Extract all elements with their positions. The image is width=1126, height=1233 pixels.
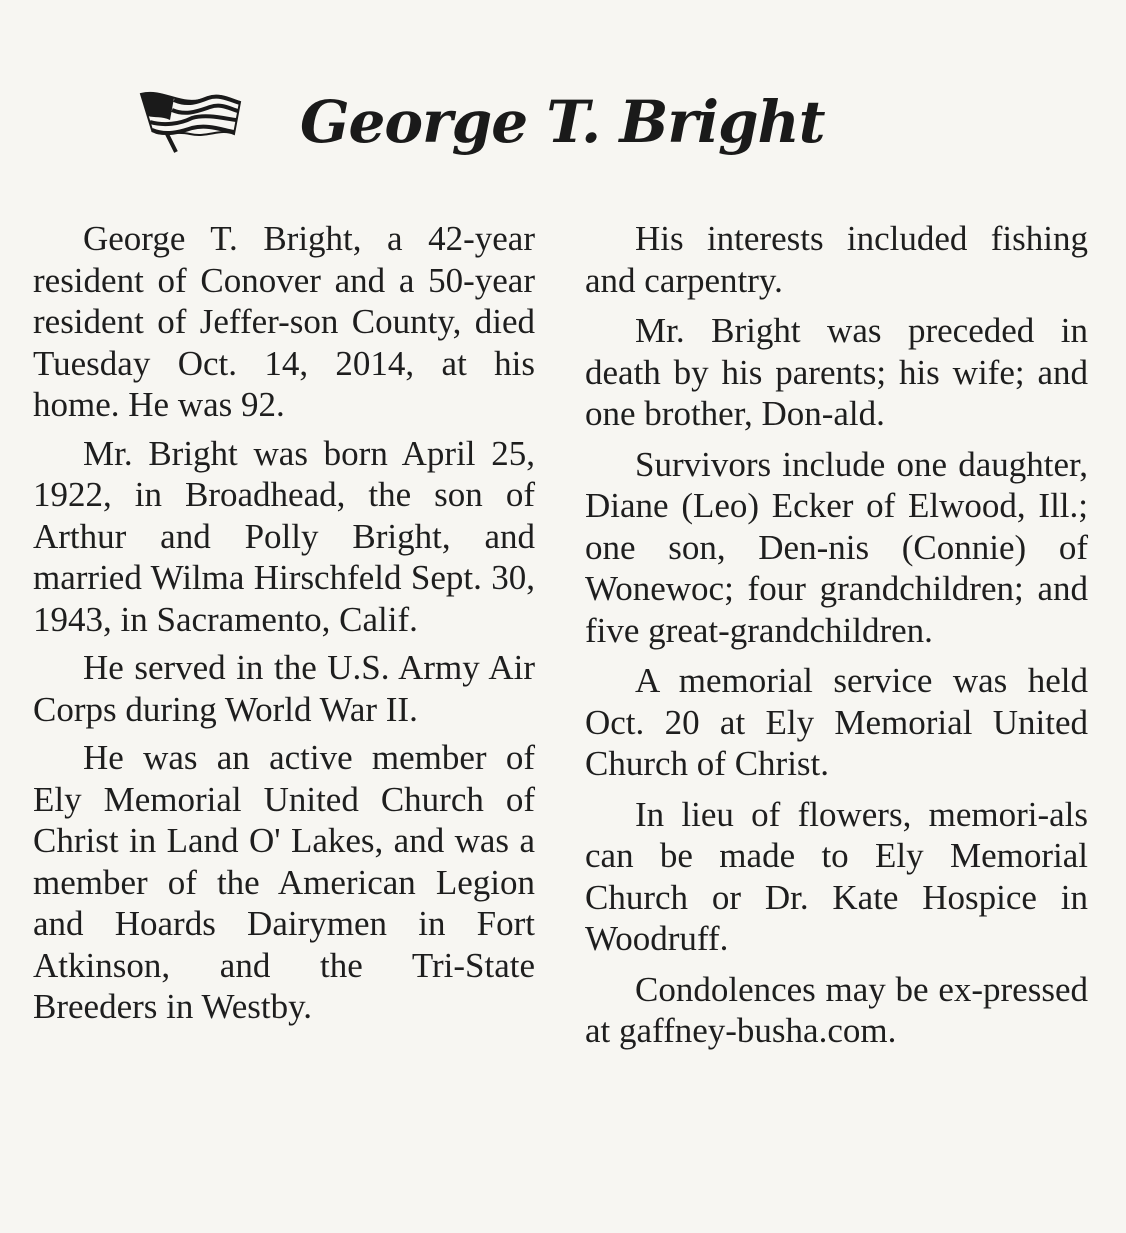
obituary-paragraph: A memorial service was held Oct. 20 at Ely Memorial United Church of Christ. xyxy=(585,661,1088,783)
american-flag-icon xyxy=(136,86,242,156)
obituary-paragraph: He was an active member of Ely Memorial United Church of Christ in Land O' Lakes, and was a member of the American Legion and Hoards Dairymen in Fort Atkinson, and the Tri-State Breeders in Westby. xyxy=(33,738,535,1026)
obituary-paragraph: In lieu of flowers, memori-als can be made to Ely Memorial Church or Dr. Kate Hospice in Woodruff. xyxy=(585,794,1088,958)
left-column xyxy=(33,218,535,1028)
obituary-paragraph: Mr. Bright was preceded in death by his parents; his wife; and one brother, Don-ald. xyxy=(585,311,1088,433)
obituary-paragraph: His interests included fishing and carpentry. xyxy=(585,219,1088,300)
obituary-paragraph: Mr. Bright was born April 25, 1922, in Broadhead, the son of Arthur and Polly Bright, and married Wilma Hirschfeld Sept. 30, 1943, in Sacramento, Calif. xyxy=(33,433,535,639)
obituary-headline: George T. Bright xyxy=(300,88,825,156)
obituary-paragraph: Condolences may be ex-pressed at gaffney-busha.com. xyxy=(585,969,1088,1050)
right-column xyxy=(585,218,1088,1052)
obituary-paragraph: He served in the U.S. Army Air Corps during World War II. xyxy=(33,648,535,729)
obituary-paragraph: Survivors include one daughter, Diane (Leo) Ecker of Elwood, Ill.; one son, Den-nis (Connie) of Wonewoc; four grandchildren; and five great-grandchildren. xyxy=(585,444,1088,650)
obituary-paragraph: George T. Bright, a 42-year resident of Conover and a 50-year resident of Jeffer-son County, died Tuesday Oct. 14, 2014, at his home. He was 92. xyxy=(33,219,535,424)
